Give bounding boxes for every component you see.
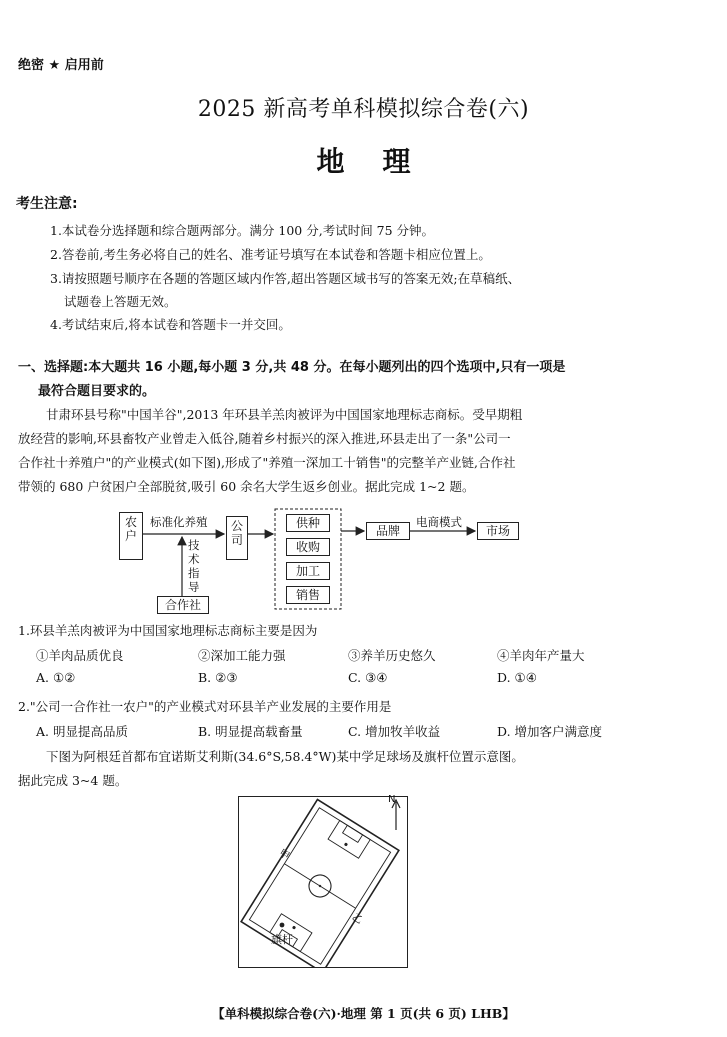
passage-line: 甘肃环县号称"中国羊谷",2013 年环县羊羔肉被评为中国国家地理标志商标。受早期粗 (46, 407, 523, 422)
tech-char: 导 (188, 580, 200, 594)
notice-item: 1.本试卷分选择题和综合题两部分。满分 100 分,考试时间 75 分钟。 (50, 223, 435, 238)
notice-item: 4.考试结束后,将本试卷和答题卡一并交回。 (50, 317, 291, 332)
question-2-stem: 2."公司一合作社一农户"的产业模式对环县羊产业发展的主要作用是 (18, 699, 392, 714)
q1-statement: ④羊肉年产量大 (497, 648, 585, 663)
question-1-stem: 1.环县羊羔肉被评为中国国家地理标志商标主要是因为 (18, 623, 318, 638)
q2-option-c: C. 增加牧羊收益 (348, 724, 441, 739)
q2-option-d: D. 增加客户满意度 (497, 724, 603, 739)
brand-box: 品牌 (366, 522, 410, 540)
subject-title: 地理 (316, 145, 449, 178)
section-heading: 一、选择题:本大题共 16 小题,每小题 3 分,共 48 分。在每小题列出的四个选项中,只有一项是 (18, 360, 566, 375)
q2-option-b: B. 明显提高载畜量 (198, 724, 303, 739)
notice-item: 3.请按照题号顺序在各题的答题区域内作答,超出答题区域书写的答案无效;在草稿纸、 (50, 271, 521, 286)
q1-statement: ①羊肉品质优良 (36, 648, 124, 663)
notice-item: 2.答卷前,考生务必将自己的姓名、准考证号填写在本试卷和答题卡相应位置上。 (50, 247, 491, 262)
exam-title: 2025 新高考单科模拟综合卷(六) (197, 97, 530, 122)
q1-option-a: A. ①② (36, 670, 76, 685)
goal-a-label: 甲 (276, 847, 292, 863)
north-label: N (388, 794, 396, 805)
field-drawing (238, 796, 408, 968)
passage-line: 合作社十养殖户"的产业模式(如下图),形成了"养殖一深加工十销售"的完整羊产业链,合作社 (18, 455, 516, 470)
q2-option-a: A. 明显提高品质 (36, 724, 128, 739)
notice-item: 试题卷上答题无效。 (64, 294, 177, 309)
page-footer: 【单科模拟综合卷(六)·地理 第 1 页(共 6 页) LHB】 (212, 1006, 515, 1021)
section-heading-cont: 最符合题目要求的。 (38, 384, 156, 399)
q1-statement: ③养羊历史悠久 (348, 648, 436, 663)
cooperative-box: 合作社 (157, 596, 209, 614)
company-box: 公司 (226, 516, 248, 560)
q1-statement: ②深加工能力强 (198, 648, 286, 663)
q1-option-b: B. ②③ (198, 670, 238, 685)
tech-char: 技 (188, 538, 200, 552)
chain-item-process: 加工 (286, 562, 330, 580)
standard-breeding-label: 标准化养殖 (150, 515, 208, 529)
passage-line: 下图为阿根廷首都布宜诺斯艾利斯(34.6°S,58.4°W)某中学足球场及旗杆位置示意图。 (46, 749, 524, 764)
passage-line: 放经营的影响,环县畜牧产业曾走入低谷,随着乡村振兴的深入推进,环县走出了一条"公司一 (18, 431, 511, 446)
q1-option-d: D. ①④ (497, 670, 537, 685)
chain-item-purchase: 收购 (286, 538, 330, 556)
passage-line: 带领的 680 户贫困户全部脱贫,吸引 60 余名大学生返乡创业。据此完成 1~2 题。 (18, 479, 475, 494)
flagpole-label: 旗杆 (271, 933, 293, 946)
passage-line: 据此完成 3~4 题。 (18, 773, 128, 788)
chain-item-supply: 供种 (286, 514, 330, 532)
tech-char: 术 (188, 552, 200, 566)
market-box: 市场 (477, 522, 519, 540)
ecommerce-label: 电商模式 (416, 515, 462, 529)
chain-item-sales: 销售 (286, 586, 330, 604)
farmer-box: 农户 (119, 512, 143, 560)
q1-option-c: C. ③④ (348, 670, 388, 685)
notice-heading: 考生注意: (16, 196, 78, 212)
football-field-diagram (238, 796, 408, 968)
confidential-label: 绝密 ★ 启用前 (18, 58, 104, 73)
tech-guidance-label (188, 538, 200, 594)
tech-char: 指 (188, 566, 200, 580)
goal-b-label: 乙 (349, 911, 365, 927)
